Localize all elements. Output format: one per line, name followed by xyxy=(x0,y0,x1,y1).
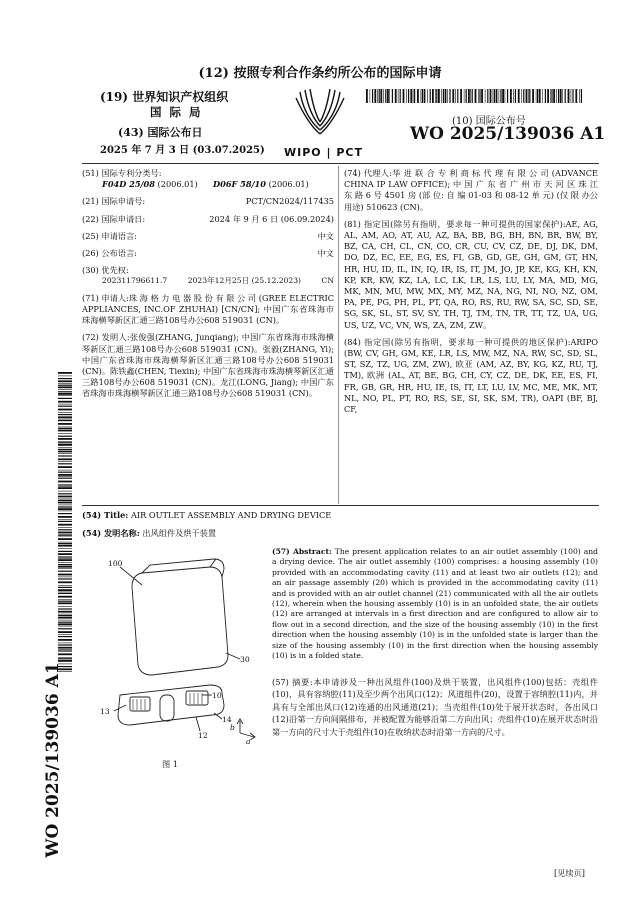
title-zh-label: (54) 发明名称: xyxy=(82,528,140,538)
fig-label-a: a xyxy=(246,737,251,746)
app-no-label: (21) 国际申请号: xyxy=(82,196,146,207)
title-zh: 出风组件及烘干装置 xyxy=(142,528,217,538)
filing-lang-row xyxy=(82,231,334,242)
org-name: (19) 世界知识产权组织 xyxy=(100,90,229,104)
fig-label-100: 100 xyxy=(108,559,123,568)
wipo-logo-icon xyxy=(288,86,352,150)
filing-lang-label: (25) 申请语言: xyxy=(82,230,137,241)
pub-lang-label: (26) 公布语言: xyxy=(82,248,137,259)
ipc-code: D06F 58/10 xyxy=(213,179,266,190)
fig-label-14: 14 xyxy=(222,715,232,724)
inventor-block xyxy=(82,332,334,399)
priority-row xyxy=(82,276,334,286)
figure-1 xyxy=(90,545,270,775)
pub-no: WO 2025/139036 A1 xyxy=(410,124,606,144)
agent-label: (74) 代理人: xyxy=(344,168,392,178)
abstract-en-label: (57) Abstract: xyxy=(272,547,332,556)
title-zh-block xyxy=(82,528,216,539)
regional-label: (84) 指定国(除另有指明，要求每一种可提供的地区保护): xyxy=(344,336,571,347)
national-label: (81) 指定国(除另有指明，要求每一种可提供的国家保护): xyxy=(344,218,566,229)
national-block xyxy=(344,219,598,331)
pub-date: 2025 年 7 月 3 日 (03.07.2025) xyxy=(100,145,265,156)
fig-label-30: 30 xyxy=(240,655,250,664)
pub-lang-row xyxy=(82,248,334,259)
ipc-version: (2006.01) xyxy=(157,179,198,190)
biblio-right xyxy=(344,168,598,415)
national-text: AE, AG, AL, AM, AO, AT, AU, AZ, BA, BB, BG, BH, BN, BR, BW, BY, BZ, CA, CH, CL, CN, CO, CR, CU, CV, CZ, DE, DJ, DK, DM, DO, DZ, EC, EE, EG, ES, FI, GB, GD, GE, GH, GM, GT, HN, HR, HU, ID, IL, IN, IQ, IR, IS, IT, JM, JO, JP, KE, KG, KH, KN, KP, KR, KW, KZ, LA, LC, LK, LR, LS, LU, LY, MA, MD, MG, MK, MN, MU, MW, MX, MY, MZ, NA, NG, NI, NO, NZ, OM, PA, PE, PG, PH, PL, PT, QA, RO, RS, RU, RW, SA, SC, SD, SE, SG, SK, SL, ST, SV, SY, TH, TJ, TM, TN, TR, TT, TZ, UA, UG, US, UZ, VC, VN, WS, ZA, ZM, ZW。 xyxy=(344,218,599,330)
filing-date-label: (22) 国际申请日: xyxy=(82,213,146,224)
abstract-zh-label: (57) 摘要: xyxy=(272,677,313,687)
app-no: PCT/CN2024/117435 xyxy=(245,196,334,207)
ipc-codes xyxy=(82,179,334,190)
top-barcode xyxy=(366,88,582,102)
filing-date-row xyxy=(82,214,334,225)
continued-note: [见续页] xyxy=(554,868,585,878)
filing-date: 2024 年 9 月 6 日 (06.09.2024) xyxy=(209,213,334,224)
wipo-pct-logo: WIPO | PCT xyxy=(284,146,363,159)
header-divider xyxy=(82,163,599,164)
regional-text: ARIPO (BW, CV, GH, GM, KE, LR, LS, MW, MZ, NA, RW, SC, SD, SL, ST, SZ, TZ, UG, ZM, ZW), 欧亚 (AM, AZ, BY, KG, KZ, RU, TJ, TM), 欧洲 (AL, AT, BE, BG, CH, CY, CZ, DE, DK, EE, ES, FI, FR, GB, GR, HR, HU, IE, IS, IT, LT, LU, LV, MC, ME, MK, MT, NL, NO, PL, PT, RO, RS, SE, SI, SK, SM, TR), OAPI (BF, BJ, CF, xyxy=(344,336,598,415)
applicant-block xyxy=(82,293,334,327)
applicant-text: 珠 海 格 力 电 器 股 份 有 限 公 司 (GREE ELECTRIC APPLIANCES, INC.OF ZHUHAI) [CN/CN]; 中国广东省珠海市珠海横琴新区汇通三路108号办公608 519031 (CN)。 xyxy=(82,292,335,326)
abstract-en-text: The present application relates to an air outlet assembly (100) and a drying device. The air outlet assembly (100) comprises: a housing assembly (10) provided with an accommodating cavity (11) and at least two air outlets (12); and an air passage assembly (20) which is provided in the accommodating cavity (11) and is provided with an air outlet channel (21) communicated with all the air outlets (12), wherein when the housing assembly (10) is in an unfolded state, the air outlets (12) are arranged at intervals in a first direction and are configured to allow air to flow out in a second direction, and the size of the housing assembly (10) in the first direction when the housing assembly (10) is in the unfolded state is larger than the size of the housing assembly (10) in the first direction when the housing assembly (10) is in a folded state. xyxy=(272,547,599,661)
pub-date-label: (43) 国际公布日 xyxy=(118,126,203,139)
fig-label-b: b xyxy=(230,723,235,732)
column-divider xyxy=(338,166,339,504)
regional-block xyxy=(344,337,598,415)
document-type-title: (12) 按照专利合作条约所公布的国际申请 xyxy=(198,66,442,81)
side-pub-no: WO 2025/139036 A1 xyxy=(43,662,63,858)
title-en-block xyxy=(82,510,331,521)
fig-label-12: 12 xyxy=(198,731,208,740)
inventor-label: (72) 发明人: xyxy=(82,332,130,343)
ipc-label: (51) 国际专利分类号: xyxy=(82,168,162,178)
pub-lang: 中文 xyxy=(317,248,334,259)
filing-lang: 中文 xyxy=(317,230,334,241)
ipc-code: F04D 25/08 xyxy=(102,179,155,190)
title-en: AIR OUTLET ASSEMBLY AND DRYING DEVICE xyxy=(130,510,332,520)
priority-country: CN xyxy=(321,276,334,286)
abstract-zh xyxy=(272,676,598,738)
figure-caption: 图 1 xyxy=(162,759,178,769)
app-no-row xyxy=(82,196,334,207)
abstract-zh-text: 本申请涉及一种出风组件(100)及烘干装置，出风组件(100)包括：壳组件(10)，具有容纳腔(11)及至少两个出风口(12)；风道组件(20)，设置于容纳腔(11)内，并具有与全部出风口(12)连通的出风通道(21)；当壳组件(10)处于展开状态时，各出风口(12)沿第一方向间隔排布，并被配置为能够沿第二方向出风；壳组件(10)在展开状态时沿第一方向的尺寸大于壳组件(10)在收纳状态时沿第一方向的尺寸。 xyxy=(272,677,598,737)
applicant-label: (71) 申请人: xyxy=(82,292,129,303)
pub-no-label: (10) 国际公布号 xyxy=(452,116,526,127)
agent-block xyxy=(344,168,598,213)
priority-no: 202311796611.7 xyxy=(102,276,168,286)
fig-label-13: 13 xyxy=(100,707,110,716)
agent-text: 华 进 联 合 专 利 商 标 代 理 有 限 公 司 (ADVANCE CHINA IP LAW OFFICE); 中 国 广 东 省 广 州 市 天 河 区 珠 江 东 路 6 号 4501 房 (部 位: 自 编 01-03 和 08-12 单 元) (仅 限 办公用途) 510623 (CN)。 xyxy=(344,168,599,212)
org-bureau: 国 际 局 xyxy=(150,105,203,119)
fig-label-10: 10 xyxy=(212,691,222,700)
inventor-text: 张俊强(ZHANG, Junqiang); 中国广东省珠海市珠海横琴新区汇通三路108号办公608 519031 (CN)。张毅(ZHANG, Yi); 中国广东省珠海市珠海横琴新区汇通三路108号办公608 519031 (CN)。陈铁鑫(CHEN, Tiexin); 中国广东省珠海市珠海横琴新区汇通三路108号办公608 519031 (CN)。龙江(LONG, Jiang); 中国广东省珠海市珠海横琴新区汇通三路108号办公608 519031 (CN)。 xyxy=(82,332,334,399)
title-en-label: (54) Title: xyxy=(82,510,129,520)
priority-date: 2023年12月25日 (25.12.2023) xyxy=(187,276,301,286)
ipc-version: (2006.01) xyxy=(268,179,309,190)
abstract-en xyxy=(272,547,598,661)
title-divider xyxy=(82,505,599,506)
biblio-left xyxy=(82,168,334,400)
priority-label: (30) 优先权: xyxy=(82,265,129,276)
